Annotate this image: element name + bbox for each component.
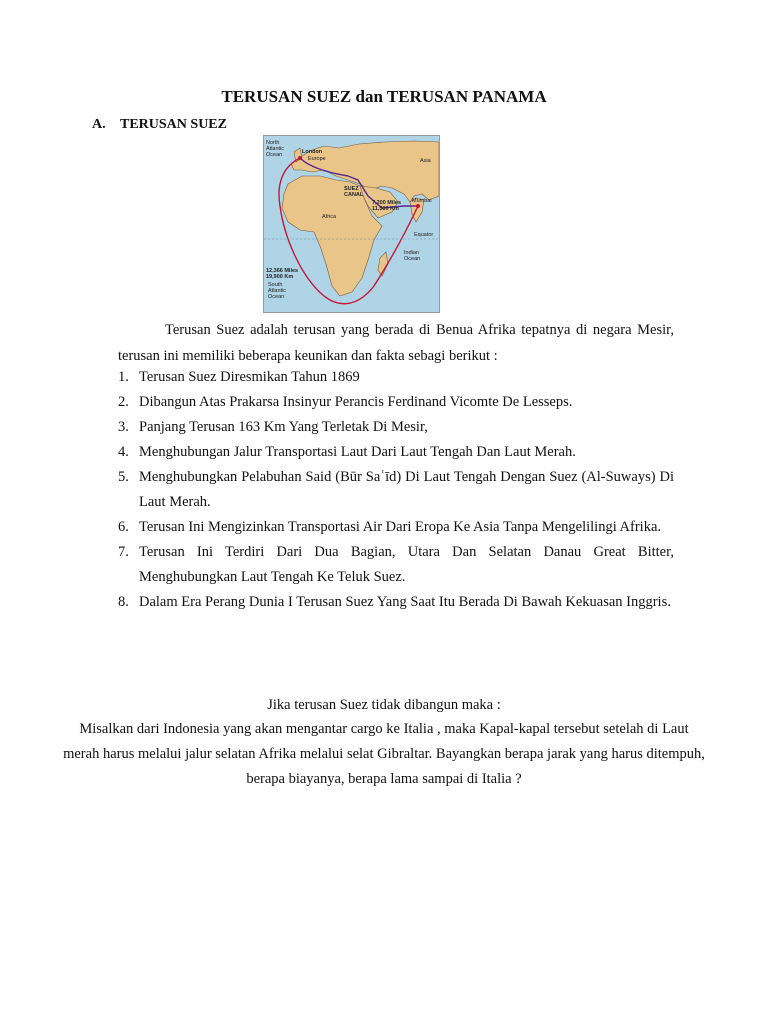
fact-number: 3. xyxy=(118,419,129,435)
fact-item xyxy=(118,440,674,465)
fact-number: 7. xyxy=(118,544,129,560)
fact-item xyxy=(118,415,674,440)
fact-item xyxy=(118,515,674,540)
fact-item xyxy=(118,590,674,615)
section-heading xyxy=(92,117,227,133)
fact-text: Menghubungkan Pelabuhan Said (Būr Saʿīd) Di Laut Tengah Dengan Suez (Al-Suways) Di Laut Merah. xyxy=(139,469,674,510)
mumbai-marker xyxy=(416,204,420,208)
fact-text: Menghubungan Jalur Transportasi Laut Dari Laut Tengah Dan Laut Merah. xyxy=(139,444,576,460)
fact-text: Dibangun Atas Prakarsa Insinyur Perancis Ferdinand Vicomte De Lesseps. xyxy=(139,394,573,410)
map-image xyxy=(264,136,439,312)
label-route-long: 12,366 Miles 19,900 Km xyxy=(266,268,299,280)
label-mumbai: Mumbai xyxy=(412,198,432,204)
label-south-atlantic: South Atlantic Ocean xyxy=(268,282,287,300)
section-title: TERUSAN SUEZ xyxy=(120,117,227,132)
page-title: TERUSAN SUEZ dan TERUSAN PANAMA xyxy=(221,87,547,106)
fact-text: Dalam Era Perang Dunia I Terusan Suez Yang Saat Itu Berada Di Bawah Kekuasan Inggris. xyxy=(139,594,671,610)
fact-number: 5. xyxy=(118,469,129,485)
label-suez-canal: SUEZ CANAL xyxy=(344,186,364,198)
fact-number: 1. xyxy=(118,369,129,385)
facts-list xyxy=(118,365,674,615)
label-north-atlantic: North Atlantic Ocean xyxy=(266,140,285,158)
label-africa: Africa xyxy=(322,214,337,220)
fact-number: 6. xyxy=(118,519,129,535)
closing-paragraph: Misalkan dari Indonesia yang akan mengantar cargo ke Italia , maka Kapal-kapal tersebut setelah di Laut merah harus melalui jalur selatan Afrika melalui selat Gibraltar. Bayangkan berapa jarak yang harus ditempuh, berapa biayanya, berapa lama sampai di Italia ? xyxy=(63,721,705,787)
fact-text: Panjang Terusan 163 Km Yang Terletak Di Mesir, xyxy=(139,419,428,435)
fact-item xyxy=(118,465,674,515)
label-route-short: 7,200 Miles 11,500 Km xyxy=(372,200,402,212)
fact-text: Terusan Suez Diresmikan Tahun 1869 xyxy=(139,369,360,385)
intro-text: Terusan Suez adalah terusan yang berada di Benua Afrika tepatnya di negara Mesir, terusan ini memiliki beberapa keunikan dan fakta sebagi berikut : xyxy=(118,322,674,364)
fact-number: 4. xyxy=(118,444,129,460)
label-asia: Asia xyxy=(420,158,431,164)
fact-item xyxy=(118,365,674,390)
label-indian-ocean: Indian Ocean xyxy=(404,250,421,262)
label-europe: Europe xyxy=(308,156,326,162)
suez-route-map xyxy=(263,135,440,313)
fact-number: 2. xyxy=(118,394,129,410)
fact-number: 8. xyxy=(118,594,129,610)
label-equator: Equator xyxy=(414,232,434,238)
intro-paragraph xyxy=(118,317,674,369)
fact-text: Terusan Ini Terdiri Dari Dua Bagian, Utara Dan Selatan Danau Great Bitter, Menghubungkan Laut Tengah Ke Teluk Suez. xyxy=(139,544,674,585)
fact-item xyxy=(118,390,674,415)
section-letter: A. xyxy=(92,117,106,132)
fact-text: Terusan Ini Mengizinkan Transportasi Air Dari Eropa Ke Asia Tanpa Mengelilingi Afrika. xyxy=(139,519,662,535)
closing-question: Jika terusan Suez tidak dibangun maka : xyxy=(267,697,501,713)
label-london: London xyxy=(302,149,323,155)
fact-item xyxy=(118,540,674,590)
london-marker xyxy=(298,156,302,160)
